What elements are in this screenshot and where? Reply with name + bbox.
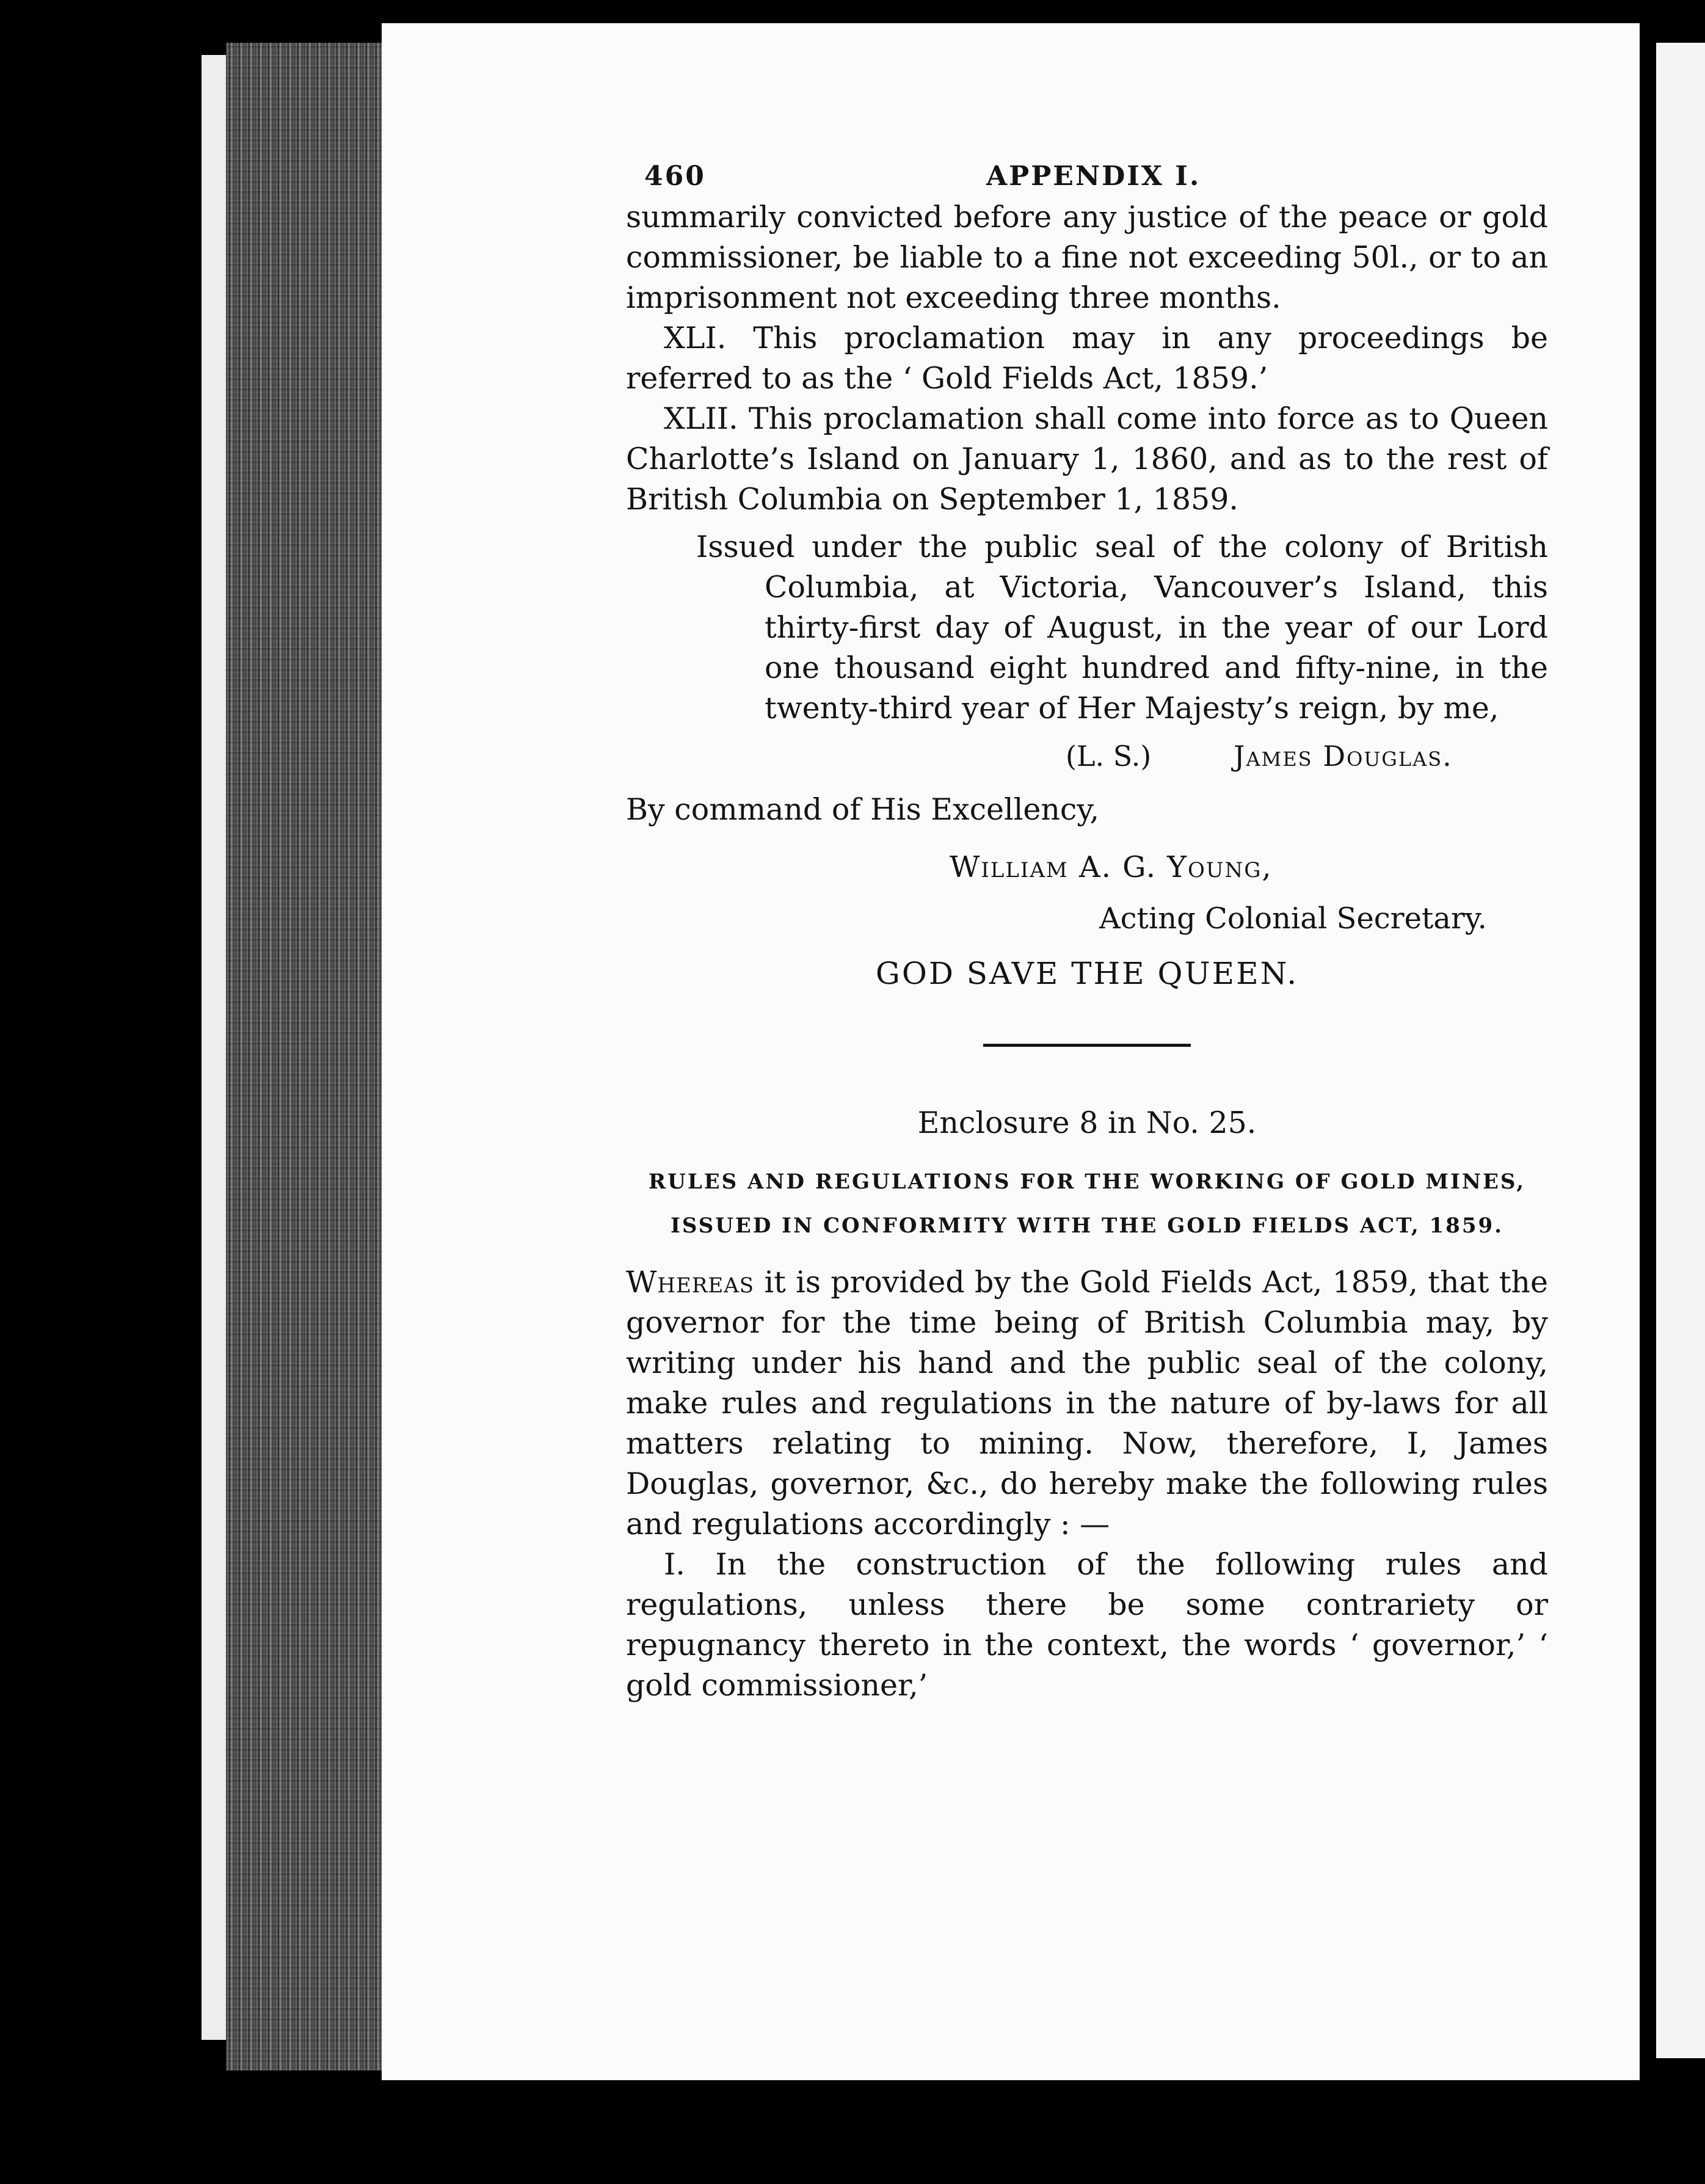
secretary-name: William A. G. Young,: [950, 850, 1273, 884]
issued-paragraph: Issued under the public seal of the colony of British Columbia, at Victoria, Vancouver’s Island, this thirty-first day of August, in the year of our Lord one thousand eight hundred and fifty-nine, in the twenty-third year of Her Majesty’s reign, by me,: [696, 530, 1548, 726]
proclamation-end: [626, 197, 1548, 729]
seal-line: [626, 729, 1548, 784]
page-edges-texture: [226, 43, 391, 2070]
rules-heading: [626, 1160, 1548, 1248]
rules-heading-line-1: RULES AND REGULATIONS FOR THE WORKING OF GOLD MINES,: [648, 1170, 1526, 1194]
book-page: [382, 23, 1640, 2080]
whereas-lead: Whereas: [626, 1265, 755, 1300]
continuation-paragraph: summarily convicted before any justice of the peace or gold commissioner, be liable to a fine not exceeding 50l., or to an imprisonment not exceeding three months.: [626, 200, 1548, 315]
enclosure-heading: Enclosure 8 in No. 25.: [917, 1105, 1257, 1140]
page-number: 460: [644, 161, 706, 192]
facing-page-edge: [1656, 43, 1705, 2058]
command-line: By command of His Excellency,: [626, 792, 1100, 827]
page-text: [626, 161, 1548, 1706]
clause-xlii: XLII. This proclamation shall come into force as to Queen Charlotte’s Island on January 1, 1860, and as to the rest of British Columbia on September 1, 1859.: [626, 401, 1548, 517]
running-head-title: APPENDIX I.: [986, 161, 1201, 192]
whereas-paragraph: [626, 1262, 1548, 1545]
whereas-text: it is provided by the Gold Fields Act, 1859, that the governor for the time being of British Columbia may, by writing under his hand and the public seal of the colony, make rules and regulations in the nature of by-laws for all matters relating to mining. Now, therefore, I, James Douglas, governor, &c., do hereby make the following rules and regulations accordingly : —: [626, 1265, 1548, 1542]
outer-margin-strip: [202, 55, 226, 2040]
god-save-the-queen: GOD SAVE THE QUEEN.: [875, 956, 1299, 991]
seal-mark: (L. S.): [1066, 740, 1152, 773]
rules-heading-line-2: ISSUED IN CONFORMITY WITH THE GOLD FIELDS ACT, 1859.: [671, 1214, 1503, 1238]
clause-xli: XLI. This proclamation may in any proceedings be referred to as the ‘ Gold Fields Act, 1859.’: [626, 321, 1548, 396]
governor-signature: James Douglas.: [1234, 740, 1453, 773]
clause-i: I. In the construction of the following rules and regulations, unless there be some contrariety or repugnancy thereto in the context, the words ‘ governor,’ ‘ gold commissioner,’: [626, 1547, 1548, 1703]
section-divider: [983, 1044, 1191, 1047]
secretary-title: Acting Colonial Secretary.: [1099, 901, 1487, 936]
running-head: [626, 161, 1548, 197]
